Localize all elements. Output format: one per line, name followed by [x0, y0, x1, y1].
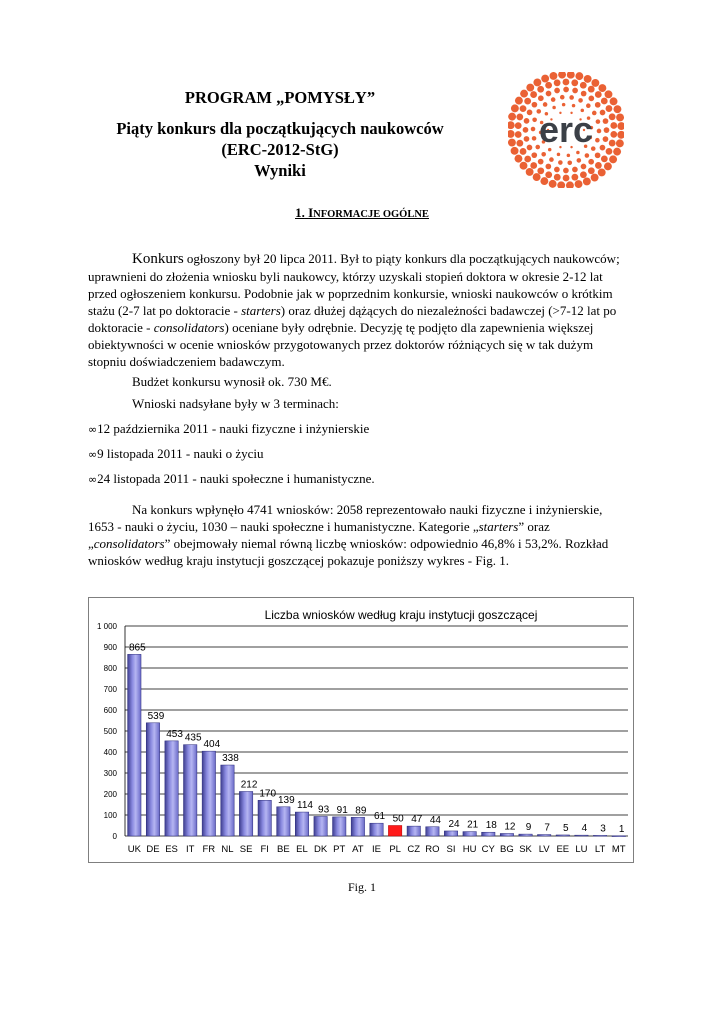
- data-label: 7: [544, 822, 550, 834]
- bar-nl: [221, 765, 234, 836]
- paragraph-1-line-2: uprawnieni do złożenia wniosku byli naukowcy, którzy uzyskali stopień doktora w okresie 2-12 lat: [88, 269, 603, 284]
- logo-dot: [566, 181, 574, 188]
- chart-title: Liczba wniosków według kraju instytucji goszczącej: [264, 608, 538, 622]
- logo-dot: [571, 174, 578, 181]
- bar-de: [146, 723, 159, 836]
- data-label: 5: [563, 822, 569, 834]
- data-label: 865: [128, 642, 146, 654]
- logo-dot: [606, 148, 613, 155]
- x-tick-label: ES: [165, 844, 178, 855]
- bar-lu: [575, 835, 588, 836]
- paragraph-2-line-4: wniosków według kraju instytucji goszczącej pokazuje poniższy wykres - Fig. 1.: [88, 553, 509, 568]
- data-label: 18: [485, 820, 497, 832]
- logo-dot: [508, 113, 516, 121]
- logo-dot: [598, 84, 606, 92]
- deadlines-intro: Wnioski nadsyłane były w 3 terminach:: [132, 396, 339, 411]
- logo-dot: [575, 180, 583, 188]
- x-tick-label: FR: [202, 844, 216, 855]
- x-tick-label: UK: [127, 844, 141, 855]
- data-label: 47: [411, 814, 423, 826]
- logo-dot: [577, 158, 582, 163]
- y-tick-label: 400: [103, 748, 117, 757]
- data-label: 3: [600, 823, 606, 835]
- program-title: PROGRAM „POMYSŁY”: [184, 88, 376, 107]
- logo-dot: [545, 82, 552, 89]
- logo-dot: [515, 131, 522, 138]
- logo-dot: [569, 95, 574, 100]
- data-label: 404: [203, 739, 221, 751]
- logo-dot: [584, 75, 592, 83]
- x-tick-label: BE: [277, 844, 290, 855]
- logo-dot: [606, 105, 613, 112]
- data-label: 91: [336, 804, 348, 816]
- y-tick-label: 0: [112, 832, 117, 841]
- logo-dot: [520, 162, 528, 170]
- logo-dot: [531, 152, 537, 158]
- logo-dot: [588, 159, 594, 165]
- logo-dot: [524, 118, 530, 124]
- logo-dot: [557, 181, 565, 188]
- budget-text: Budżet konkursu wynosił ok. 730 M€.: [132, 374, 332, 389]
- logo-dot: [537, 86, 544, 93]
- data-label: 539: [147, 710, 165, 722]
- x-tick-label: FI: [260, 844, 269, 855]
- bar-es: [165, 741, 178, 836]
- logo-dot: [604, 127, 610, 133]
- logo-dot: [600, 145, 606, 151]
- logo-dot: [532, 136, 537, 141]
- logo-dot: [520, 90, 528, 98]
- logo-dot: [596, 119, 601, 124]
- logo-dot: [537, 167, 544, 174]
- bar-ie: [370, 823, 383, 836]
- section-number: 1.: [295, 205, 305, 220]
- logo-dot: [591, 174, 599, 182]
- logo-dot: [540, 177, 548, 185]
- paragraph-1-line-5: doktoracie - consolidators) oceniane były odrębnie. Decyzję tę podjęto dla zapewnienia większej: [88, 320, 594, 335]
- logo-dot: [527, 145, 533, 151]
- logo-dot: [610, 97, 618, 105]
- paragraph-2-line-2: 1653 - nauki o życiu, 1030 – nauki społeczne i humanistyczne. Kategorie „starters” oraz: [88, 519, 550, 534]
- y-tick-label: 300: [103, 769, 117, 778]
- logo-dot: [600, 110, 606, 116]
- logo-dot: [515, 97, 523, 105]
- bar-el: [295, 812, 308, 836]
- logo-dot: [572, 167, 578, 173]
- y-tick-label: 200: [103, 790, 117, 799]
- logo-dot: [524, 156, 531, 163]
- erc-logo: [508, 72, 624, 188]
- paragraph-2-line-1: Na konkurs wpłynęło 4741 wniosków: 2058 reprezentowało nauki fizyczne i inżynierskie,: [132, 502, 603, 517]
- data-label: 170: [259, 788, 277, 800]
- data-label: 24: [448, 818, 460, 830]
- x-tick-label: IE: [372, 844, 381, 855]
- x-tick-label: CZ: [407, 844, 421, 855]
- x-tick-label: IT: [185, 844, 195, 855]
- logo-dot: [551, 97, 556, 102]
- bar-hu: [463, 832, 476, 836]
- data-label: 435: [184, 732, 202, 744]
- logo-dot: [591, 79, 599, 87]
- paragraph-1-line-3: przed ogłoszeniem konkursu. Podobnie jak w poprzednim konkursie, wnioski naukowców o krótkim: [88, 286, 613, 301]
- logo-dot: [520, 105, 527, 112]
- logo-dot: [516, 140, 523, 147]
- bar-it: [183, 745, 196, 836]
- y-tick-label: 100: [103, 811, 117, 820]
- data-label: 61: [373, 811, 386, 823]
- logo-dot: [567, 72, 575, 79]
- logo-dot: [558, 160, 563, 165]
- data-label: 1: [618, 823, 625, 835]
- logo-dot: [601, 98, 608, 105]
- logo-dot: [523, 127, 529, 133]
- section-title-rest: NFORMACJE OGÓLNE: [313, 209, 429, 220]
- data-label: 4: [581, 823, 588, 835]
- x-tick-label: CY: [481, 844, 495, 855]
- data-label: 338: [222, 753, 239, 765]
- x-tick-label: LU: [575, 844, 588, 855]
- bar-ee: [556, 835, 569, 836]
- logo-dot: [603, 118, 609, 124]
- logo-dot: [583, 177, 591, 185]
- logo-dot: [524, 136, 530, 142]
- logo-dot: [545, 164, 551, 170]
- logo-dot: [610, 122, 617, 129]
- deadline-item-2: ∞9 listopada 2011 - nauki o życiu: [88, 446, 264, 461]
- bar-at: [351, 817, 364, 836]
- x-tick-label: SK: [519, 844, 532, 855]
- deadline-item-3: ∞24 listopada 2011 - nauki społeczne i humanistyczne.: [88, 471, 375, 486]
- logo-dot: [532, 117, 537, 122]
- x-tick-label: SI: [446, 844, 456, 855]
- logo-dot: [586, 103, 591, 108]
- logo-dot: [532, 102, 538, 108]
- logo-dot: [563, 168, 569, 174]
- logo-dot: [558, 72, 566, 79]
- data-label: 89: [355, 805, 367, 817]
- data-label: 212: [240, 779, 258, 791]
- logo-dot: [516, 114, 523, 121]
- x-tick-label: DE: [146, 844, 160, 855]
- logo-dot: [524, 98, 531, 105]
- logo-dot: [511, 104, 519, 112]
- x-tick-label: NL: [221, 844, 234, 855]
- logo-dot: [541, 75, 549, 83]
- data-label: 12: [504, 821, 516, 833]
- logo-dot: [598, 169, 606, 177]
- deadline-item-1: ∞12 października 2011 - nauki fizyczne i inżynierskie: [88, 421, 370, 436]
- contest-subtitle: Piąty konkurs dla początkujących naukowców: [116, 119, 444, 138]
- bar-be: [277, 807, 290, 836]
- logo-dot: [609, 113, 616, 120]
- y-tick-label: 900: [103, 643, 117, 652]
- x-tick-label: EL: [296, 844, 308, 855]
- logo-dot: [533, 173, 541, 181]
- logo-dot: [530, 162, 537, 169]
- logo-dot: [578, 98, 583, 103]
- bullet-infinity-icon: ∞: [88, 423, 98, 436]
- logo-dot: [595, 162, 602, 169]
- x-tick-label: DK: [314, 844, 328, 855]
- bar-lt: [593, 835, 606, 836]
- x-tick-label: RO: [425, 844, 440, 855]
- y-tick-label: 500: [103, 727, 117, 736]
- logo-dot: [543, 102, 548, 107]
- data-label: 93: [318, 804, 330, 816]
- logo-dot: [601, 155, 608, 162]
- data-label: 453: [166, 728, 183, 740]
- bar-si: [444, 831, 457, 836]
- logo-dot: [531, 127, 536, 132]
- logo-dot: [588, 96, 594, 102]
- logo-dot: [546, 91, 552, 97]
- data-label: 50: [392, 813, 404, 825]
- x-tick-label: HU: [462, 844, 477, 855]
- logo-dot: [526, 168, 534, 176]
- logo-dot: [609, 155, 617, 163]
- x-tick-label: SE: [239, 844, 253, 855]
- logo-dot: [613, 148, 621, 156]
- logo-dot: [616, 114, 624, 122]
- logo-dot: [616, 139, 624, 147]
- logo-dot: [511, 147, 519, 155]
- logo-dot: [520, 148, 527, 155]
- logo-dot: [515, 122, 522, 129]
- logo-dot: [560, 95, 565, 100]
- logo-dot: [554, 79, 561, 86]
- data-label: 21: [467, 819, 479, 831]
- x-tick-label: BG: [500, 844, 514, 855]
- logo-dot: [585, 153, 590, 158]
- logo-dot: [563, 87, 569, 93]
- paragraph-1-line-1: Konkurs ogłoszony był 20 lipca 2011. Był to piąty konkurs dla początkujących naukowców;: [132, 251, 620, 267]
- paragraph-1-line-6: obiektywności w ocenie wniosków przygotowanych przez doktorów różniących się w tak dużym: [88, 337, 594, 352]
- logo-dot: [575, 72, 583, 80]
- bar-mt: [612, 836, 625, 837]
- logo-dot: [588, 167, 595, 174]
- bullet-infinity-icon: ∞: [88, 448, 98, 461]
- logo-dot: [571, 79, 578, 86]
- logo-dot: [595, 102, 601, 108]
- y-tick-label: 1 000: [96, 622, 117, 631]
- logo-dot: [595, 152, 601, 158]
- y-tick-label: 600: [103, 706, 117, 715]
- x-tick-label: PL: [389, 844, 401, 855]
- logo-dot: [554, 88, 560, 94]
- bar-fr: [202, 751, 215, 836]
- document-title: [100, 87, 460, 181]
- logo-dot: [581, 164, 587, 170]
- logo-dot: [609, 140, 616, 147]
- bar-fi: [258, 800, 271, 836]
- logo-dot: [580, 82, 587, 89]
- logo-dot: [572, 88, 578, 94]
- x-tick-label: LT: [594, 844, 606, 855]
- bar-lv: [537, 835, 550, 836]
- data-label: 44: [429, 814, 441, 826]
- logo-dot: [527, 109, 533, 115]
- logo-dot: [604, 162, 612, 170]
- logo-dot: [605, 90, 613, 98]
- paragraph-2-line-3: „consolidators” obejmowały niemal równą liczbę wniosków: odpowiednio 46,8% i 53,2%. Rozkład: [88, 536, 609, 551]
- logo-dot: [554, 174, 561, 181]
- logo-dot: [580, 171, 587, 178]
- logo-dot: [613, 105, 621, 113]
- data-label: 139: [278, 794, 295, 806]
- bar-cy: [482, 832, 495, 836]
- logo-dot: [563, 79, 570, 86]
- bar-cz: [407, 826, 420, 836]
- logo-dot: [597, 129, 602, 134]
- bar-se: [239, 791, 252, 836]
- logo-dot: [576, 151, 580, 155]
- logo-dot: [617, 122, 624, 130]
- logo-dot: [526, 84, 534, 92]
- x-tick-label: LV: [538, 844, 550, 855]
- contest-code: (ERC-2012-StG): [221, 140, 339, 159]
- logo-dot: [617, 131, 624, 139]
- logo-dot: [557, 153, 561, 157]
- logo-dot: [508, 121, 515, 129]
- logo-dot: [562, 103, 566, 107]
- bar-chart: [88, 597, 634, 863]
- erc-logo-text: erc: [538, 109, 594, 150]
- logo-dot: [508, 130, 515, 138]
- logo-dot: [533, 79, 541, 87]
- logo-dot: [538, 95, 544, 101]
- logo-dot: [595, 91, 602, 98]
- logo-dot: [610, 131, 617, 138]
- logo-dot: [572, 104, 576, 108]
- bar-sk: [519, 834, 532, 836]
- logo-dot: [595, 138, 600, 143]
- data-label: 9: [525, 822, 532, 834]
- x-tick-label: EE: [556, 844, 570, 855]
- bar-pl: [388, 826, 401, 837]
- x-tick-label: PT: [333, 844, 346, 855]
- section-title-initial: I: [308, 205, 314, 220]
- x-tick-label: MT: [611, 844, 626, 855]
- logo-dot: [545, 171, 552, 178]
- logo-dot: [508, 139, 516, 147]
- bar-pt: [333, 817, 346, 836]
- logo-dot: [567, 154, 571, 158]
- bar-dk: [314, 816, 327, 836]
- logo-dot: [567, 160, 572, 165]
- bar-bg: [500, 833, 513, 836]
- logo-dot: [541, 152, 546, 157]
- bullet-infinity-icon: ∞: [88, 473, 98, 486]
- logo-dot: [550, 72, 558, 80]
- logo-dot: [549, 180, 557, 188]
- figure-caption: Fig. 1: [347, 880, 376, 894]
- logo-dot: [581, 91, 587, 97]
- paragraph-1-line-7: stopniu doświadczeniem badawczym.: [88, 354, 285, 369]
- results-label: Wyniki: [254, 161, 306, 180]
- logo-dot: [603, 136, 609, 142]
- x-tick-label: AT: [352, 844, 364, 855]
- data-label: 114: [297, 800, 313, 812]
- bar-ro: [426, 827, 439, 836]
- logo-dot: [515, 155, 523, 163]
- logo-dot: [549, 157, 554, 162]
- logo-dot: [538, 159, 544, 165]
- paragraph-1-line-4: stażu (2-7 lat po doktoracie - starters) oraz dłużej dążących do niezależności badawczej (>7-12 lat po: [88, 303, 617, 318]
- logo-dot: [588, 86, 595, 93]
- section-heading: [0, 205, 724, 221]
- bar-uk: [128, 654, 141, 836]
- y-tick-label: 800: [103, 664, 117, 673]
- logo-dot: [563, 175, 570, 182]
- logo-dot: [530, 91, 537, 98]
- logo-dot: [554, 167, 560, 173]
- y-tick-label: 700: [103, 685, 117, 694]
